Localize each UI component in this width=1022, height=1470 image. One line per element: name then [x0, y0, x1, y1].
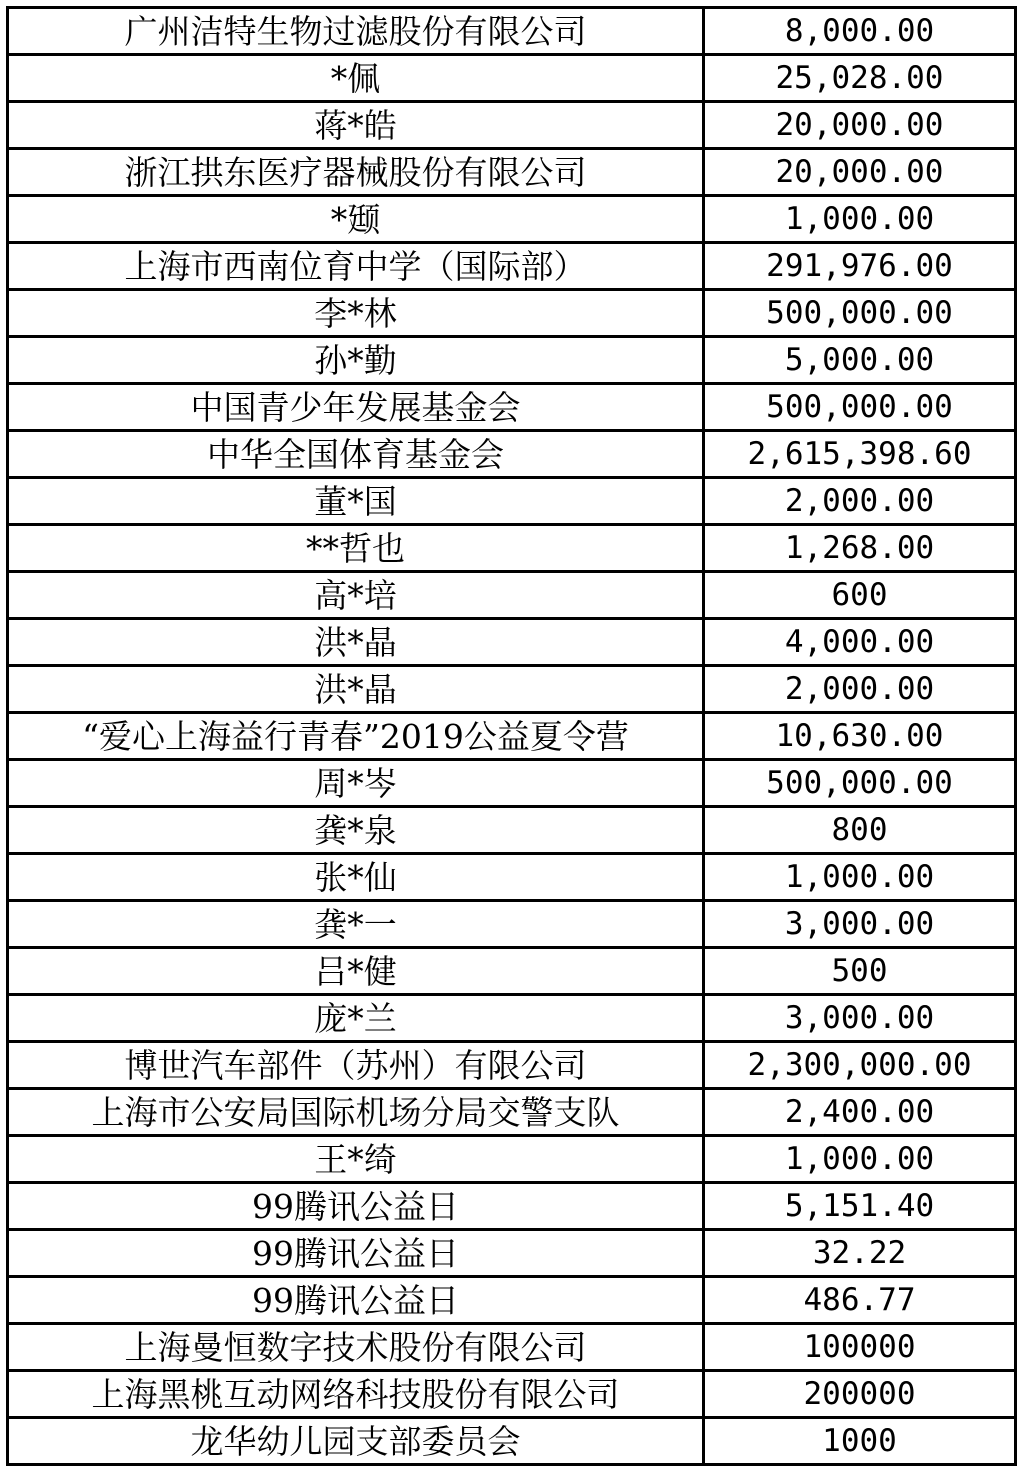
table-row: [8, 290, 1016, 337]
donor-name-cell: 上海黑桃互动网络科技股份有限公司: [8, 1371, 704, 1418]
donor-name-cell: 99腾讯公益日: [8, 1230, 704, 1277]
table-row: [8, 760, 1016, 807]
table-row: [8, 431, 1016, 478]
amount-cell: 20,000.00: [704, 149, 1016, 196]
amount-cell: 2,615,398.60: [704, 431, 1016, 478]
donor-name-cell: 龙华幼儿园支部委员会: [8, 1418, 704, 1465]
table-row: [8, 149, 1016, 196]
donor-name-cell: 董*国: [8, 478, 704, 525]
table-row: [8, 1371, 1016, 1418]
table-row: [8, 901, 1016, 948]
amount-cell: 5,000.00: [704, 337, 1016, 384]
table-row: [8, 525, 1016, 572]
amount-cell: 800: [704, 807, 1016, 854]
donor-name-cell: 庞*兰: [8, 995, 704, 1042]
table-row: [8, 1089, 1016, 1136]
table-row: [8, 1277, 1016, 1324]
table-row: [8, 666, 1016, 713]
donor-name-cell: 王*绮: [8, 1136, 704, 1183]
donor-name-cell: 中华全国体育基金会: [8, 431, 704, 478]
donor-name-cell: 99腾讯公益日: [8, 1183, 704, 1230]
amount-cell: 1,268.00: [704, 525, 1016, 572]
donor-name-cell: “爱心上海益行青春”2019公益夏令营: [8, 713, 704, 760]
amount-cell: 600: [704, 572, 1016, 619]
amount-cell: 500,000.00: [704, 384, 1016, 431]
donor-name-cell: 浙江拱东医疗器械股份有限公司: [8, 149, 704, 196]
donor-name-cell: 高*培: [8, 572, 704, 619]
table-row: [8, 55, 1016, 102]
amount-cell: 2,000.00: [704, 666, 1016, 713]
amount-cell: 32.22: [704, 1230, 1016, 1277]
amount-cell: 100000: [704, 1324, 1016, 1371]
amount-cell: 200000: [704, 1371, 1016, 1418]
donor-name-cell: 龚*泉: [8, 807, 704, 854]
amount-cell: 500,000.00: [704, 760, 1016, 807]
amount-cell: 2,300,000.00: [704, 1042, 1016, 1089]
amount-cell: 8,000.00: [704, 8, 1016, 55]
amount-cell: 25,028.00: [704, 55, 1016, 102]
table-row: [8, 102, 1016, 149]
amount-cell: 5,151.40: [704, 1183, 1016, 1230]
table-row: [8, 1136, 1016, 1183]
table-row: [8, 1324, 1016, 1371]
table-row: [8, 1183, 1016, 1230]
donor-name-cell: 吕*健: [8, 948, 704, 995]
amount-cell: 500: [704, 948, 1016, 995]
donor-name-cell: 李*林: [8, 290, 704, 337]
donor-name-cell: 蒋*皓: [8, 102, 704, 149]
donor-name-cell: 中国青少年发展基金会: [8, 384, 704, 431]
table-row: [8, 948, 1016, 995]
donor-name-cell: 上海曼恒数字技术股份有限公司: [8, 1324, 704, 1371]
amount-cell: 2,400.00: [704, 1089, 1016, 1136]
donor-name-cell: 上海市公安局国际机场分局交警支队: [8, 1089, 704, 1136]
table-row: [8, 854, 1016, 901]
amount-cell: 20,000.00: [704, 102, 1016, 149]
donor-name-cell: 洪*晶: [8, 619, 704, 666]
donor-name-cell: 周*岑: [8, 760, 704, 807]
donation-table: [6, 6, 1017, 1466]
donor-name-cell: 99腾讯公益日: [8, 1277, 704, 1324]
amount-cell: 500,000.00: [704, 290, 1016, 337]
table-row: [8, 196, 1016, 243]
table-row: [8, 807, 1016, 854]
table-row: [8, 1418, 1016, 1465]
table-row: [8, 8, 1016, 55]
donor-name-cell: 龚*一: [8, 901, 704, 948]
donor-name-cell: 上海市西南位育中学（国际部）: [8, 243, 704, 290]
amount-cell: 3,000.00: [704, 901, 1016, 948]
table-row: [8, 995, 1016, 1042]
amount-cell: 1,000.00: [704, 1136, 1016, 1183]
amount-cell: 1,000.00: [704, 854, 1016, 901]
table-row: [8, 243, 1016, 290]
donation-table-body: [8, 8, 1016, 1465]
amount-cell: 1000: [704, 1418, 1016, 1465]
amount-cell: 1,000.00: [704, 196, 1016, 243]
donation-table-wrapper: [6, 6, 1014, 1466]
table-row: [8, 1042, 1016, 1089]
donor-name-cell: *颋: [8, 196, 704, 243]
amount-cell: 10,630.00: [704, 713, 1016, 760]
donor-name-cell: 孙*勤: [8, 337, 704, 384]
amount-cell: 2,000.00: [704, 478, 1016, 525]
donor-name-cell: **哲也: [8, 525, 704, 572]
donor-name-cell: 广州洁特生物过滤股份有限公司: [8, 8, 704, 55]
donor-name-cell: 博世汽车部件（苏州）有限公司: [8, 1042, 704, 1089]
donor-name-cell: 洪*晶: [8, 666, 704, 713]
table-row: [8, 384, 1016, 431]
table-row: [8, 572, 1016, 619]
amount-cell: 291,976.00: [704, 243, 1016, 290]
amount-cell: 486.77: [704, 1277, 1016, 1324]
amount-cell: 4,000.00: [704, 619, 1016, 666]
table-row: [8, 1230, 1016, 1277]
donor-name-cell: *佩: [8, 55, 704, 102]
table-row: [8, 337, 1016, 384]
amount-cell: 3,000.00: [704, 995, 1016, 1042]
table-row: [8, 713, 1016, 760]
table-row: [8, 478, 1016, 525]
table-row: [8, 619, 1016, 666]
donor-name-cell: 张*仙: [8, 854, 704, 901]
